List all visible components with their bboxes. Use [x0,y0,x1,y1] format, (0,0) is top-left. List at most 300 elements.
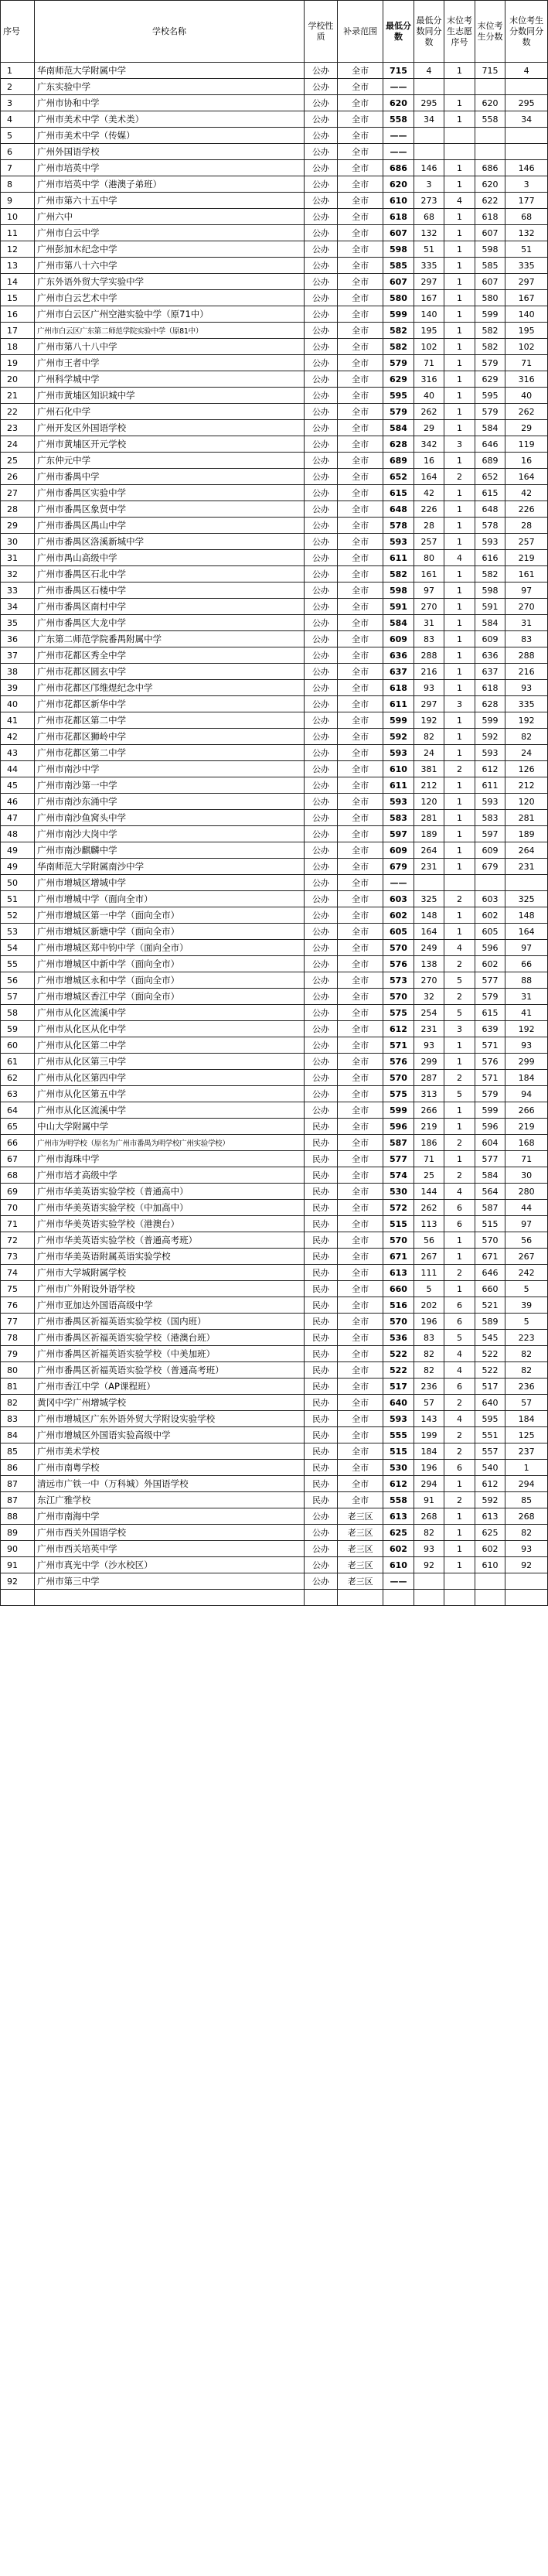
row-min-count: 297 [414,696,444,712]
row-min-count: 143 [414,1411,444,1427]
row-last-volunteer: 6 [444,1314,475,1330]
row-last-rank: 146 [505,160,548,176]
row-seq: 62 [1,1070,35,1086]
row-nature: 民办 [304,1492,337,1508]
row-school-name: 广州市花都区第二中学 [35,712,305,729]
row-last-volunteer: 1 [444,1525,475,1541]
row-scope: 全市 [337,111,383,128]
table-row [1,193,548,209]
row-nature: 公办 [304,1102,337,1119]
row-min-count: 202 [414,1297,444,1314]
row-last-rank: 97 [505,1216,548,1232]
row-last-score: 640 [475,1395,505,1411]
row-nature: 公办 [304,225,337,241]
row-min-count: 82 [414,1346,444,1362]
row-min-count: 29 [414,420,444,436]
row-scope: 全市 [337,371,383,388]
row-nature: 民办 [304,1314,337,1330]
table-row [1,1297,548,1314]
row-scope: 全市 [337,258,383,274]
table-row [1,550,548,566]
row-min-score: 602 [383,907,414,924]
row-nature: 公办 [304,209,337,225]
row-scope: 全市 [337,956,383,972]
row-seq: 80 [1,1362,35,1379]
row-last-rank: 16 [505,453,548,469]
row-last-volunteer: 2 [444,1395,475,1411]
row-last-volunteer: 2 [444,1492,475,1508]
row-school-name: 广州市增城区郑中钧中学（面向全市） [35,940,305,956]
row-nature: 公办 [304,485,337,501]
table-row [1,615,548,631]
row-min-count: 164 [414,469,444,485]
row-min-score: 536 [383,1330,414,1346]
row-seq: 83 [1,1411,35,1427]
table-row [1,875,548,891]
row-scope: 全市 [337,1379,383,1395]
table-row [1,599,548,615]
row-school-name: 广州市第三中学 [35,1573,305,1590]
row-seq: 56 [1,972,35,989]
row-school-name: 广州市番禺区石楼中学 [35,583,305,599]
row-min-score: 610 [383,761,414,777]
row-last-score: 522 [475,1362,505,1379]
table-row [1,1525,548,1541]
row-min-count [414,875,444,891]
row-last-score: 637 [475,664,505,680]
row-last-volunteer: 1 [444,95,475,111]
row-last-rank: 119 [505,436,548,453]
row-last-score: 607 [475,274,505,290]
row-last-volunteer: 6 [444,1216,475,1232]
row-nature: 公办 [304,290,337,306]
row-last-rank: 68 [505,209,548,225]
row-last-rank: 120 [505,794,548,810]
row-last-score: 522 [475,1346,505,1362]
row-school-name: 广州市增城中学（面向全市） [35,891,305,907]
row-min-score: 602 [383,1541,414,1557]
row-min-count: 148 [414,907,444,924]
row-last-score [475,1590,505,1606]
row-min-count: 297 [414,274,444,290]
row-nature: 公办 [304,1541,337,1557]
table-row [1,290,548,306]
row-scope: 全市 [337,1443,383,1460]
row-school-name: 广州市番禺区实验中学 [35,485,305,501]
row-last-volunteer: 1 [444,1557,475,1573]
row-school-name: 广州市第八十六中学 [35,258,305,274]
row-min-score: 570 [383,940,414,956]
row-last-volunteer: 4 [444,1184,475,1200]
row-school-name [35,1590,305,1606]
row-last-score: 577 [475,972,505,989]
table-row [1,95,548,111]
row-school-name: 广州市花都区邝维煜纪念中学 [35,680,305,696]
row-school-name: 广州市番禺中学 [35,469,305,485]
row-last-rank: 264 [505,842,548,859]
table-row [1,761,548,777]
row-last-rank [505,128,548,144]
row-min-score: 582 [383,566,414,583]
row-last-volunteer: 1 [444,241,475,258]
table-row [1,404,548,420]
row-last-score: 584 [475,615,505,631]
row-seq: 42 [1,729,35,745]
table-row [1,144,548,160]
row-min-count: 167 [414,290,444,306]
row-nature: 公办 [304,989,337,1005]
row-last-score: 629 [475,371,505,388]
row-seq: 53 [1,924,35,940]
table-row [1,1427,548,1443]
row-last-rank: 92 [505,1557,548,1573]
row-min-count: 102 [414,339,444,355]
row-min-score: 593 [383,794,414,810]
row-nature: 公办 [304,1508,337,1525]
row-min-score: 611 [383,696,414,712]
row-nature: 民办 [304,1427,337,1443]
row-last-volunteer: 1 [444,1151,475,1167]
row-nature: 公办 [304,534,337,550]
header-last-rank: 末位考生分数同分数 [505,1,548,63]
row-nature: 公办 [304,907,337,924]
row-last-volunteer: 1 [444,323,475,339]
row-last-score: 615 [475,1005,505,1021]
table-row [1,1590,548,1606]
table-row [1,1314,548,1330]
row-last-score: 597 [475,826,505,842]
row-nature: 公办 [304,241,337,258]
row-last-score: 636 [475,647,505,664]
table-row [1,794,548,810]
row-school-name: 广州市王者中学 [35,355,305,371]
table-row [1,1330,548,1346]
row-last-rank: 85 [505,1492,548,1508]
row-min-score: 570 [383,989,414,1005]
table-row [1,1086,548,1102]
row-last-volunteer: 1 [444,745,475,761]
row-scope: 全市 [337,875,383,891]
row-nature: 公办 [304,794,337,810]
table-row [1,1411,548,1427]
row-min-score: 671 [383,1249,414,1265]
row-nature: 公办 [304,956,337,972]
row-last-volunteer: 4 [444,193,475,209]
row-last-rank: 294 [505,1476,548,1492]
row-last-score [475,79,505,95]
row-min-score: 648 [383,501,414,518]
table-row [1,1249,548,1265]
row-last-score: 579 [475,355,505,371]
row-min-count: 335 [414,258,444,274]
row-last-score: 602 [475,1541,505,1557]
row-school-name: 华南师范大学附属南沙中学 [35,859,305,875]
row-min-score: 592 [383,729,414,745]
row-school-name: 广州市番禺区大龙中学 [35,615,305,631]
row-min-count: 273 [414,193,444,209]
table-row [1,128,548,144]
row-last-rank: 93 [505,1037,548,1054]
row-school-name: 广州市增城区广东外语外贸大学附设实验学校 [35,1411,305,1427]
row-school-name: 清远市广铁一中（万科城）外国语学校 [35,1476,305,1492]
row-last-rank: 39 [505,1297,548,1314]
row-seq: 48 [1,826,35,842]
row-scope: 全市 [337,1151,383,1167]
table-row [1,1054,548,1070]
row-school-name: 广州市华美英语实验学校（港澳台） [35,1216,305,1232]
table-row [1,696,548,712]
row-school-name: 广州市番禺区南村中学 [35,599,305,615]
row-nature: 公办 [304,842,337,859]
row-seq: 36 [1,631,35,647]
row-nature: 民办 [304,1362,337,1379]
row-last-rank: 4 [505,63,548,79]
row-last-volunteer: 1 [444,290,475,306]
row-seq: 77 [1,1314,35,1330]
row-min-score: 582 [383,323,414,339]
header-scope: 补录范围 [337,1,383,63]
row-last-volunteer [444,1573,475,1590]
table-row [1,63,548,79]
row-last-score: 596 [475,1119,505,1135]
table-row [1,1119,548,1135]
row-last-volunteer: 2 [444,1167,475,1184]
row-scope: 全市 [337,1070,383,1086]
row-school-name: 广州市增城区外国语实验高级中学 [35,1427,305,1443]
row-min-score: 515 [383,1216,414,1232]
row-min-count: 4 [414,63,444,79]
table-row [1,1476,548,1492]
table-row [1,274,548,290]
table-body [1,63,548,1606]
row-min-score: 599 [383,306,414,323]
row-scope: 全市 [337,745,383,761]
row-min-score: 522 [383,1346,414,1362]
row-last-score: 679 [475,859,505,875]
row-last-score: 652 [475,469,505,485]
row-last-score: 607 [475,225,505,241]
row-seq: 33 [1,583,35,599]
row-scope: 全市 [337,1330,383,1346]
row-school-name: 广州市增城区新塘中学（面向全市） [35,924,305,940]
row-last-rank: 195 [505,323,548,339]
row-last-volunteer: 1 [444,777,475,794]
row-scope: 全市 [337,1427,383,1443]
row-last-rank: 82 [505,729,548,745]
row-nature: 公办 [304,664,337,680]
header-nature: 学校性质 [304,1,337,63]
row-last-rank: 102 [505,339,548,355]
row-last-score: 660 [475,1281,505,1297]
row-last-volunteer: 1 [444,842,475,859]
row-scope: 全市 [337,144,383,160]
row-min-count: 82 [414,729,444,745]
row-last-score: 564 [475,1184,505,1200]
row-min-count: 186 [414,1135,444,1151]
row-last-score: 557 [475,1443,505,1460]
row-last-score: 579 [475,1086,505,1102]
row-min-score: 558 [383,1492,414,1508]
row-last-score [475,128,505,144]
row-last-volunteer: 2 [444,1443,475,1460]
table-row [1,1265,548,1281]
row-min-score: 530 [383,1184,414,1200]
row-school-name: 广州外国语学校 [35,144,305,160]
row-last-rank: 266 [505,1102,548,1119]
row-last-volunteer: 1 [444,160,475,176]
row-scope: 全市 [337,225,383,241]
row-min-count: 28 [414,518,444,534]
row-min-count: 231 [414,859,444,875]
row-min-score: 610 [383,1557,414,1573]
row-min-score: 555 [383,1427,414,1443]
row-last-score: 551 [475,1427,505,1443]
row-last-rank: 226 [505,501,548,518]
row-last-rank: 280 [505,1184,548,1200]
row-min-score: 603 [383,891,414,907]
row-seq: 90 [1,1541,35,1557]
table-row [1,583,548,599]
row-last-volunteer: 1 [444,647,475,664]
row-last-volunteer: 6 [444,1200,475,1216]
row-min-score: 584 [383,615,414,631]
row-last-volunteer: 5 [444,1005,475,1021]
row-last-volunteer: 4 [444,550,475,566]
row-last-volunteer: 3 [444,696,475,712]
row-school-name: 广州市协和中学 [35,95,305,111]
row-scope: 全市 [337,794,383,810]
row-min-count: 71 [414,355,444,371]
row-seq: 39 [1,680,35,696]
table-row [1,1395,548,1411]
table-row [1,1232,548,1249]
row-min-score: 599 [383,712,414,729]
table-row [1,1508,548,1525]
row-nature: 公办 [304,826,337,842]
row-last-score: 593 [475,794,505,810]
row-min-count: 93 [414,1037,444,1054]
row-scope: 全市 [337,274,383,290]
row-last-rank: 31 [505,615,548,631]
row-last-rank: 71 [505,1151,548,1167]
row-last-score: 595 [475,1411,505,1427]
row-min-count: 97 [414,583,444,599]
row-seq: 23 [1,420,35,436]
row-min-score: 571 [383,1037,414,1054]
row-last-volunteer: 2 [444,989,475,1005]
row-nature: 公办 [304,550,337,566]
row-scope: 全市 [337,599,383,615]
row-last-rank: 28 [505,518,548,534]
row-last-volunteer: 2 [444,469,475,485]
row-scope: 全市 [337,550,383,566]
row-scope: 全市 [337,1216,383,1232]
row-nature: 公办 [304,1054,337,1070]
table-row [1,956,548,972]
row-scope: 全市 [337,1135,383,1151]
row-nature: 公办 [304,176,337,193]
row-min-count: 31 [414,615,444,631]
row-school-name: 广州市华美英语附属英语实验学校 [35,1249,305,1265]
row-last-rank: 335 [505,258,548,274]
row-last-volunteer: 1 [444,826,475,842]
row-min-score: 613 [383,1508,414,1525]
row-seq: 1 [1,63,35,79]
row-last-score: 625 [475,1525,505,1541]
row-last-rank: 31 [505,989,548,1005]
row-scope: 全市 [337,761,383,777]
row-last-volunteer: 1 [444,518,475,534]
row-min-score: 582 [383,339,414,355]
row-min-score: 579 [383,355,414,371]
row-last-volunteer: 1 [444,1281,475,1297]
row-min-count: 216 [414,664,444,680]
row-min-count: 82 [414,1362,444,1379]
row-school-name: 广州市真光中学（沙水校区） [35,1557,305,1573]
row-min-score: 605 [383,924,414,940]
table-row [1,371,548,388]
row-last-rank: 44 [505,1200,548,1216]
row-seq: 86 [1,1460,35,1476]
row-school-name: 广东外语外贸大学实验中学 [35,274,305,290]
table-row [1,323,548,339]
row-min-score: 607 [383,274,414,290]
row-min-score: 618 [383,680,414,696]
row-seq: 68 [1,1167,35,1184]
row-scope: 全市 [337,404,383,420]
row-min-count: 40 [414,388,444,404]
row-scope: 全市 [337,193,383,209]
row-min-count: 42 [414,485,444,501]
row-school-name: 广州市第八十八中学 [35,339,305,355]
row-scope: 全市 [337,1119,383,1135]
row-nature: 公办 [304,1070,337,1086]
row-last-volunteer: 1 [444,274,475,290]
row-min-score: 598 [383,241,414,258]
table-row [1,306,548,323]
row-school-name: 广东第二师范学院番禺附属中学 [35,631,305,647]
row-last-score: 582 [475,323,505,339]
row-seq: 75 [1,1281,35,1297]
row-min-score: 607 [383,225,414,241]
table-row [1,1541,548,1557]
row-last-score: 671 [475,1249,505,1265]
row-last-volunteer: 2 [444,761,475,777]
row-last-score: 686 [475,160,505,176]
row-nature: 民办 [304,1476,337,1492]
row-school-name: 黄冈中学广州增城学校 [35,1395,305,1411]
row-min-count: 294 [414,1476,444,1492]
row-last-volunteer: 1 [444,1037,475,1054]
row-last-rank: 51 [505,241,548,258]
row-scope: 全市 [337,95,383,111]
row-scope: 全市 [337,615,383,631]
table-row [1,1216,548,1232]
row-seq: 31 [1,550,35,566]
row-school-name: 广州市白云中学 [35,225,305,241]
row-last-volunteer: 1 [444,664,475,680]
row-nature: 公办 [304,388,337,404]
row-min-score: 558 [383,111,414,128]
row-school-name: 广州市从化区流溪中学 [35,1102,305,1119]
row-school-name: 广州市增城区第一中学（面向全市） [35,907,305,924]
table-row [1,777,548,794]
row-last-rank: 216 [505,664,548,680]
row-scope: 全市 [337,355,383,371]
row-nature: 公办 [304,193,337,209]
row-last-volunteer [444,1590,475,1606]
row-min-score: —— [383,128,414,144]
